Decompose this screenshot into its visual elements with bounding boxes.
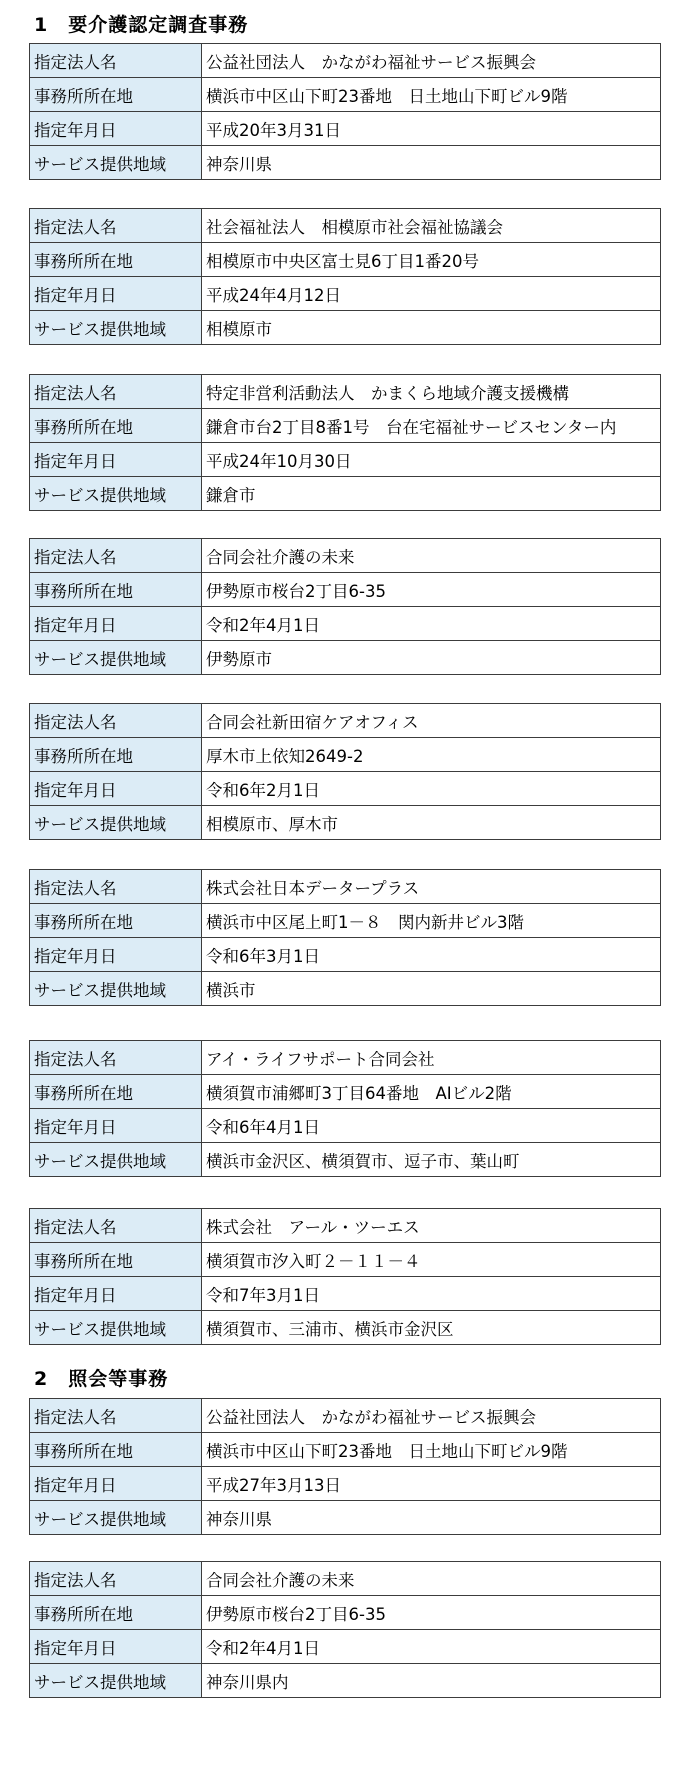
corporation-name-row (30, 1399, 661, 1433)
field-value: 合同会社介護の未来 (202, 539, 661, 573)
office-address-row (30, 243, 661, 277)
field-value: 令和6年2月1日 (202, 772, 661, 806)
field-value: 社会福祉法人 相模原市社会福祉協議会 (202, 209, 661, 243)
field-label: 指定法人名 (30, 539, 202, 573)
office-address-row (30, 573, 661, 607)
field-label: サービス提供地域 (30, 477, 202, 511)
field-label: 事務所所在地 (30, 573, 202, 607)
corporation-name-row (30, 1209, 661, 1243)
field-value: 鎌倉市台2丁目8番1号 台在宅福祉サービスセンター内 (202, 409, 661, 443)
designated-corporation-table (29, 1208, 661, 1345)
field-value: 令和7年3月1日 (202, 1277, 661, 1311)
field-label: 事務所所在地 (30, 738, 202, 772)
field-label: サービス提供地域 (30, 1501, 202, 1535)
field-label: 指定年月日 (30, 772, 202, 806)
field-label: サービス提供地域 (30, 972, 202, 1006)
field-value: 横須賀市浦郷町3丁目64番地 AIビル2階 (202, 1075, 661, 1109)
section-heading-1: 1 要介護認定調査事務 (34, 14, 249, 36)
field-label: 指定年月日 (30, 1630, 202, 1664)
field-value: 令和2年4月1日 (202, 1630, 661, 1664)
corporation-name-row (30, 209, 661, 243)
field-value: 相模原市、厚木市 (202, 806, 661, 840)
field-value: 伊勢原市 (202, 641, 661, 675)
field-value: 横須賀市、三浦市、横浜市金沢区 (202, 1311, 661, 1345)
corporation-name-row (30, 704, 661, 738)
field-value: 合同会社介護の未来 (202, 1562, 661, 1596)
designated-corporation-table (29, 703, 661, 840)
field-value: 横浜市 (202, 972, 661, 1006)
designation-date-row (30, 938, 661, 972)
field-value: アイ・ライフサポート合同会社 (202, 1041, 661, 1075)
field-value: 株式会社 アール・ツーエス (202, 1209, 661, 1243)
field-label: 指定法人名 (30, 704, 202, 738)
corporation-name-row (30, 870, 661, 904)
field-label: 指定年月日 (30, 1109, 202, 1143)
field-label: 事務所所在地 (30, 904, 202, 938)
designation-date-row (30, 1109, 661, 1143)
service-area-row (30, 311, 661, 345)
designation-date-row (30, 112, 661, 146)
designated-corporation-table (29, 869, 661, 1006)
field-value: 公益社団法人 かながわ福祉サービス振興会 (202, 44, 661, 78)
field-label: 事務所所在地 (30, 243, 202, 277)
field-label: 指定法人名 (30, 375, 202, 409)
designation-date-row (30, 1277, 661, 1311)
field-label: 指定年月日 (30, 277, 202, 311)
field-label: 指定法人名 (30, 1399, 202, 1433)
field-value: 平成24年4月12日 (202, 277, 661, 311)
designation-date-row (30, 1467, 661, 1501)
field-label: 指定年月日 (30, 607, 202, 641)
office-address-row (30, 1243, 661, 1277)
field-value: 株式会社日本データープラス (202, 870, 661, 904)
service-area-row (30, 477, 661, 511)
field-value: 伊勢原市桜台2丁目6-35 (202, 573, 661, 607)
office-address-row (30, 1075, 661, 1109)
field-label: 事務所所在地 (30, 1596, 202, 1630)
field-label: 指定法人名 (30, 209, 202, 243)
field-label: 指定法人名 (30, 1562, 202, 1596)
field-label: 指定年月日 (30, 1467, 202, 1501)
field-label: サービス提供地域 (30, 641, 202, 675)
field-value: 神奈川県 (202, 1501, 661, 1535)
field-label: 指定年月日 (30, 938, 202, 972)
field-label: 事務所所在地 (30, 1075, 202, 1109)
service-area-row (30, 1664, 661, 1698)
field-label: 事務所所在地 (30, 78, 202, 112)
field-value: 相模原市 (202, 311, 661, 345)
service-area-row (30, 972, 661, 1006)
corporation-name-row (30, 44, 661, 78)
field-value: 合同会社新田宿ケアオフィス (202, 704, 661, 738)
service-area-row (30, 1311, 661, 1345)
service-area-row (30, 1501, 661, 1535)
designated-corporation-table (29, 43, 661, 180)
service-area-row (30, 146, 661, 180)
designated-corporation-table (29, 538, 661, 675)
designation-date-row (30, 1630, 661, 1664)
office-address-row (30, 1433, 661, 1467)
designation-date-row (30, 772, 661, 806)
field-value: 令和6年3月1日 (202, 938, 661, 972)
field-value: 横浜市金沢区、横須賀市、逗子市、葉山町 (202, 1143, 661, 1177)
designation-date-row (30, 607, 661, 641)
field-label: 事務所所在地 (30, 1433, 202, 1467)
field-label: サービス提供地域 (30, 146, 202, 180)
field-label: サービス提供地域 (30, 806, 202, 840)
field-value: 横浜市中区尾上町1－８ 関内新井ビル3階 (202, 904, 661, 938)
field-label: サービス提供地域 (30, 1143, 202, 1177)
service-area-row (30, 806, 661, 840)
field-label: 指定法人名 (30, 870, 202, 904)
field-value: 厚木市上依知2649-2 (202, 738, 661, 772)
field-label: 事務所所在地 (30, 1243, 202, 1277)
field-value: 平成27年3月13日 (202, 1467, 661, 1501)
designated-corporation-table (29, 1561, 661, 1698)
field-label: サービス提供地域 (30, 311, 202, 345)
office-address-row (30, 1596, 661, 1630)
field-value: 横浜市中区山下町23番地 日土地山下町ビル9階 (202, 1433, 661, 1467)
designated-corporation-table (29, 1398, 661, 1535)
office-address-row (30, 409, 661, 443)
field-value: 神奈川県内 (202, 1664, 661, 1698)
designation-date-row (30, 277, 661, 311)
office-address-row (30, 78, 661, 112)
corporation-name-row (30, 375, 661, 409)
corporation-name-row (30, 1562, 661, 1596)
field-value: 令和2年4月1日 (202, 607, 661, 641)
designated-corporation-table (29, 1040, 661, 1177)
field-label: 指定年月日 (30, 443, 202, 477)
field-label: 指定法人名 (30, 1209, 202, 1243)
section-heading-2: 2 照会等事務 (34, 1368, 169, 1390)
field-value: 神奈川県 (202, 146, 661, 180)
office-address-row (30, 904, 661, 938)
field-value: 相模原市中央区富士見6丁目1番20号 (202, 243, 661, 277)
service-area-row (30, 1143, 661, 1177)
field-value: 令和6年4月1日 (202, 1109, 661, 1143)
field-value: 公益社団法人 かながわ福祉サービス振興会 (202, 1399, 661, 1433)
corporation-name-row (30, 1041, 661, 1075)
field-label: 指定法人名 (30, 44, 202, 78)
field-label: 指定法人名 (30, 1041, 202, 1075)
office-address-row (30, 738, 661, 772)
field-label: 指定年月日 (30, 1277, 202, 1311)
field-value: 鎌倉市 (202, 477, 661, 511)
corporation-name-row (30, 539, 661, 573)
field-value: 平成20年3月31日 (202, 112, 661, 146)
field-value: 横浜市中区山下町23番地 日土地山下町ビル9階 (202, 78, 661, 112)
field-value: 横須賀市汐入町２－１１－４ (202, 1243, 661, 1277)
service-area-row (30, 641, 661, 675)
field-label: サービス提供地域 (30, 1664, 202, 1698)
field-value: 平成24年10月30日 (202, 443, 661, 477)
field-label: 指定年月日 (30, 112, 202, 146)
designated-corporation-table (29, 208, 661, 345)
field-value: 特定非営利活動法人 かまくら地域介護支援機構 (202, 375, 661, 409)
field-value: 伊勢原市桜台2丁目6-35 (202, 1596, 661, 1630)
designation-date-row (30, 443, 661, 477)
field-label: 事務所所在地 (30, 409, 202, 443)
designated-corporation-table (29, 374, 661, 511)
field-label: サービス提供地域 (30, 1311, 202, 1345)
